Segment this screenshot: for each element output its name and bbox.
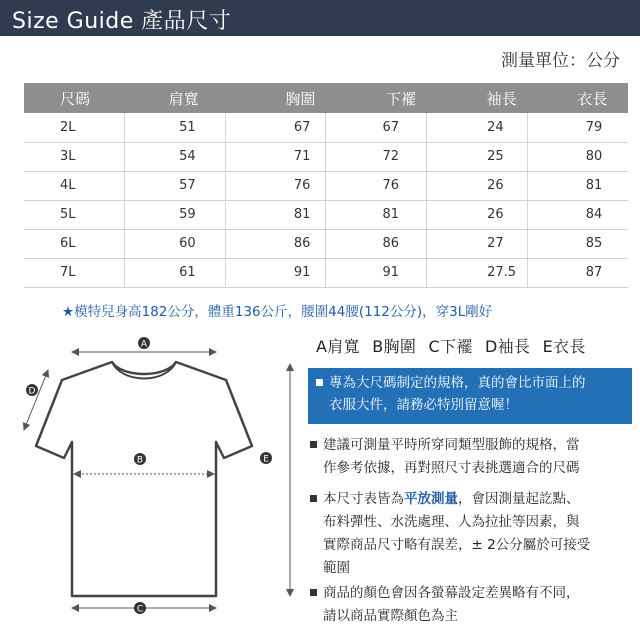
table-cell: 76 bbox=[225, 171, 326, 200]
table-cell: 27.5 bbox=[427, 258, 528, 287]
table-cell: 25 bbox=[427, 142, 528, 171]
bullet-icon bbox=[316, 379, 323, 386]
table-cell: 91 bbox=[326, 258, 427, 287]
table-cell: 54 bbox=[125, 142, 226, 171]
table-cell: 85 bbox=[527, 229, 628, 258]
marker-e: E bbox=[263, 454, 269, 465]
bullet-icon bbox=[310, 589, 317, 596]
table-cell: 2L bbox=[24, 113, 125, 142]
marker-c: C bbox=[136, 604, 144, 615]
table-cell: 4L bbox=[24, 171, 125, 200]
legend-item: E衣長 bbox=[542, 337, 586, 356]
table-row bbox=[24, 171, 628, 200]
model-note: ★模特兒身高182公分，體重136公斤，腰圍44腰(112公分)，穿3L剛好 bbox=[62, 304, 493, 320]
table-cell: 81 bbox=[225, 200, 326, 229]
note-line: ，會因測量起訖點、 bbox=[458, 491, 580, 507]
note-line: 布料彈性、水洗處理、人為拉扯等因素，與 bbox=[323, 514, 580, 530]
legend-item: B胸圍 bbox=[372, 337, 417, 356]
table-row bbox=[24, 142, 628, 171]
table-cell: 26 bbox=[427, 171, 528, 200]
column-header: 尺碼 bbox=[24, 83, 125, 113]
table-cell: 27 bbox=[427, 229, 528, 258]
table-cell: 79 bbox=[527, 113, 628, 142]
table-cell: 61 bbox=[125, 258, 226, 287]
tshirt-outline bbox=[36, 362, 252, 596]
table-cell: 81 bbox=[527, 171, 628, 200]
table-cell: 80 bbox=[527, 142, 628, 171]
header-bar bbox=[0, 0, 640, 36]
table-cell: 86 bbox=[225, 229, 326, 258]
page-title: Size Guide 產品尺寸 bbox=[12, 9, 232, 34]
table-cell: 76 bbox=[326, 171, 427, 200]
highlight-line: 衣服大件，請務必特別留意喔！ bbox=[329, 397, 518, 413]
marker-a: A bbox=[140, 339, 148, 350]
column-header: 袖長 bbox=[427, 83, 528, 113]
marker-b: B bbox=[136, 455, 144, 466]
legend-item: C下襬 bbox=[428, 337, 473, 356]
bullet-icon bbox=[310, 495, 317, 502]
tshirt-diagram bbox=[0, 326, 300, 640]
column-header: 肩寬 bbox=[125, 83, 226, 113]
legend-item: A肩寬 bbox=[316, 337, 360, 356]
table-row bbox=[24, 229, 628, 258]
table-cell: 72 bbox=[326, 142, 427, 171]
legend-item: D袖長 bbox=[485, 337, 531, 356]
table-cell: 81 bbox=[326, 200, 427, 229]
highlight-note bbox=[308, 368, 632, 424]
sleeve-measure-line bbox=[24, 370, 48, 430]
table-row bbox=[24, 258, 628, 287]
table-cell: 87 bbox=[527, 258, 628, 287]
table-cell: 59 bbox=[125, 200, 226, 229]
table-header-row bbox=[24, 83, 628, 113]
table-cell: 60 bbox=[125, 229, 226, 258]
table-cell: 57 bbox=[125, 171, 226, 200]
table-cell: 3L bbox=[24, 142, 125, 171]
table-cell: 7L bbox=[24, 258, 125, 287]
column-header: 衣長 bbox=[527, 83, 628, 113]
table-cell: 71 bbox=[225, 142, 326, 171]
note-line: 商品的顏色會因各螢幕設定差異略有不同， bbox=[323, 585, 580, 601]
note-emphasis: 平放測量 bbox=[404, 491, 458, 507]
table-cell: 67 bbox=[326, 113, 427, 142]
table-cell: 91 bbox=[225, 258, 326, 287]
table-cell: 67 bbox=[225, 113, 326, 142]
note-line: 範圍 bbox=[323, 560, 350, 576]
table-cell: 51 bbox=[125, 113, 226, 142]
note-line: 實際商品尺寸略有誤差，± 2公分屬於可接受 bbox=[323, 537, 591, 553]
table-body bbox=[24, 113, 628, 287]
table-row bbox=[24, 200, 628, 229]
table-cell: 5L bbox=[24, 200, 125, 229]
table-cell: 24 bbox=[427, 113, 528, 142]
table-cell: 26 bbox=[427, 200, 528, 229]
unit-label: 測量單位：公分 bbox=[501, 51, 620, 71]
column-header: 下襬 bbox=[326, 83, 427, 113]
note-line: 作參考依據，再對照尺寸表挑選適合的尺碼 bbox=[323, 460, 580, 476]
note-3 bbox=[310, 582, 634, 628]
table-cell: 84 bbox=[527, 200, 628, 229]
note-2 bbox=[310, 488, 634, 580]
table-cell: 86 bbox=[326, 229, 427, 258]
highlight-line: 專為大尺碼制定的規格，真的會比市面上的 bbox=[329, 375, 586, 391]
note-line: 建議可測量平時所穿同類型服飾的規格，當 bbox=[323, 437, 580, 453]
note-line: 本尺寸表皆為 bbox=[323, 491, 404, 507]
note-line: 請以商品實際顏色為主 bbox=[323, 608, 458, 624]
measurement-legend bbox=[316, 334, 593, 357]
table-row bbox=[24, 113, 628, 142]
bullet-icon bbox=[310, 441, 317, 448]
table-cell: 6L bbox=[24, 229, 125, 258]
column-header: 胸圍 bbox=[225, 83, 326, 113]
marker-d: D bbox=[28, 386, 36, 397]
note-1 bbox=[310, 434, 634, 480]
size-table bbox=[24, 83, 628, 288]
